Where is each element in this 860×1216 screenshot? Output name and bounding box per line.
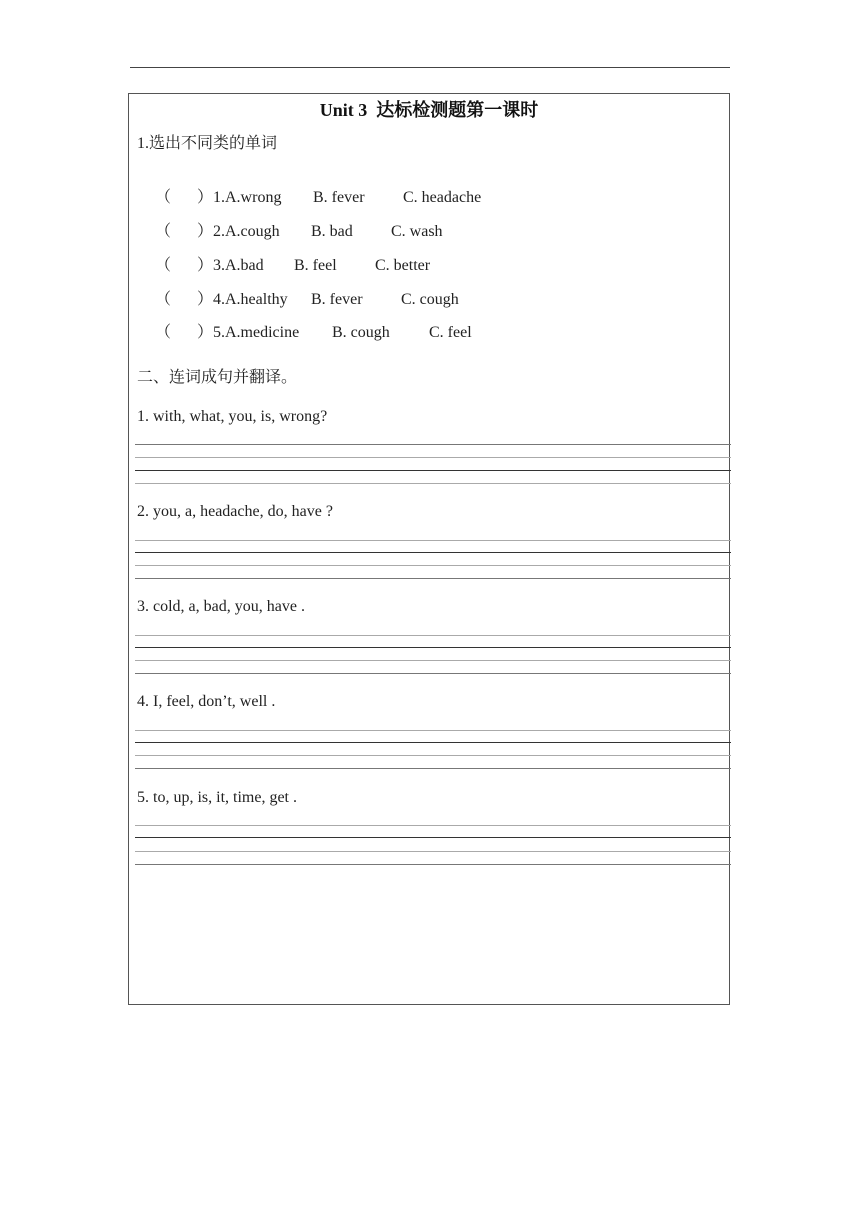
reorder-item: 4. I, feel, don’t, well . [137,693,276,710]
answer-blank-close: ） [197,324,214,341]
answer-blank-close: ） [197,223,214,240]
section2-heading: 二、连词成句并翻译。 [137,369,298,386]
option-c: C. wash [391,223,443,240]
writing-line[interactable] [135,565,731,566]
reorder-item: 5. to, up, is, it, time, get . [137,789,297,806]
option-b: B. fever [313,189,365,206]
option-a: 2.A.cough [213,223,280,240]
writing-line[interactable] [135,635,731,636]
choice-question [139,301,472,360]
writing-line[interactable] [135,851,731,852]
worksheet-table [128,93,730,1005]
option-b: B. cough [332,324,390,341]
writing-line[interactable] [135,742,731,743]
reorder-item: 2. you, a, headache, do, have ? [137,503,333,520]
answer-blank-open[interactable]: （ [155,223,172,240]
answer-blank-open[interactable]: （ [155,324,172,341]
option-b: B. bad [311,223,353,240]
answer-blank-open[interactable]: （ [155,257,172,274]
option-c: C. headache [403,189,482,206]
writing-line[interactable] [135,540,731,541]
writing-line[interactable] [135,444,731,445]
option-a: 1.A.wrong [213,189,282,206]
page-header-rule [130,67,730,68]
option-b: B. fever [311,291,363,308]
option-a: 5.A.medicine [213,324,300,341]
option-c: C. cough [401,291,459,308]
writing-line[interactable] [135,483,731,484]
reorder-item: 3. cold, a, bad, you, have . [137,598,305,615]
reorder-item: 1. with, what, you, is, wrong? [137,408,328,425]
writing-line[interactable] [135,673,731,674]
writing-line[interactable] [135,825,731,826]
writing-line[interactable] [135,730,731,731]
writing-line[interactable] [135,837,731,838]
worksheet-title [129,96,729,122]
answer-blank-close: ） [197,291,214,308]
writing-line[interactable] [135,864,731,865]
option-c: C. better [375,257,431,274]
title-unit: Unit 3 [319,100,368,120]
option-b: B. feel [294,257,337,274]
option-a: 3.A.bad [213,257,264,274]
writing-line[interactable] [135,552,731,553]
section1-heading: 1.选出不同类的单词 [137,135,278,152]
answer-blank-close: ） [197,257,214,274]
writing-line[interactable] [135,578,731,579]
option-a: 4.A.healthy [213,291,288,308]
option-c: C. feel [429,324,472,341]
title-chinese: 达标检测题第一课时 [376,100,539,120]
answer-blank-close: ） [197,189,214,206]
writing-line[interactable] [135,768,731,769]
answer-blank-open[interactable]: （ [155,189,172,206]
writing-line[interactable] [135,660,731,661]
writing-line[interactable] [135,647,731,648]
writing-line[interactable] [135,755,731,756]
answer-blank-open[interactable]: （ [155,291,172,308]
writing-line[interactable] [135,470,731,471]
writing-line[interactable] [135,457,731,458]
